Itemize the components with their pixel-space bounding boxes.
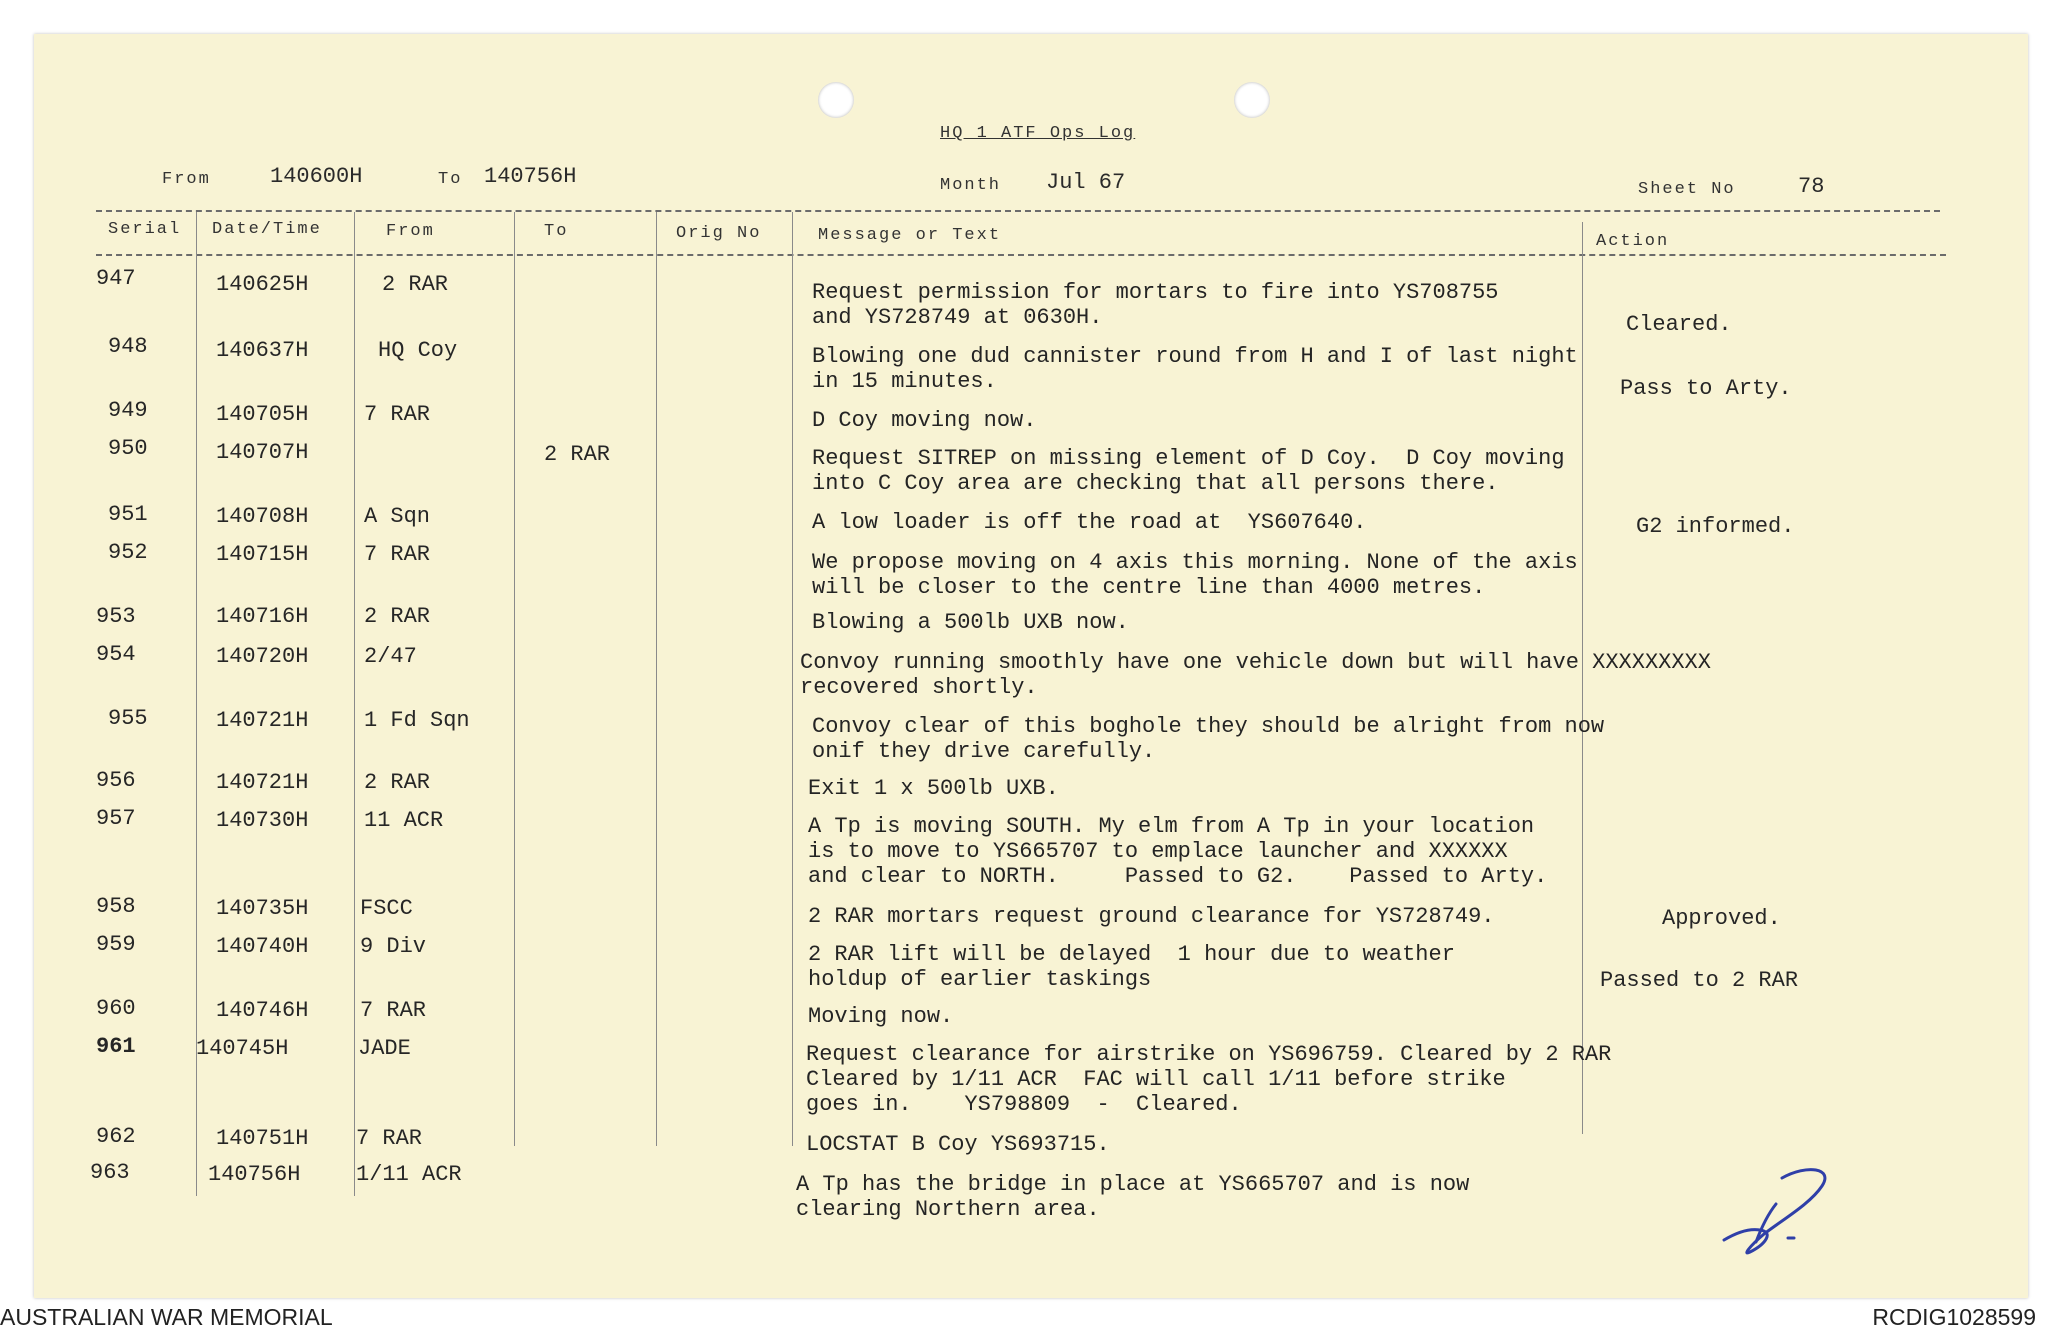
punch-hole <box>818 82 854 118</box>
col-rule <box>354 212 355 1196</box>
row-serial: 947 <box>96 266 136 291</box>
row-to: 2 RAR <box>544 442 611 467</box>
row-from: 9 Div <box>360 934 427 959</box>
row-message: A Tp has the bridge in place at YS665707 and is now clearing Northern area. <box>796 1172 1470 1222</box>
row-from: 2 RAR <box>364 770 431 795</box>
footer-id: RCDIG1028599 <box>1872 1304 2036 1330</box>
row-serial: 952 <box>108 540 148 565</box>
from-label: From <box>162 170 211 189</box>
row-from: 1 Fd Sqn <box>364 708 470 733</box>
month-value: Jul 67 <box>1046 170 1126 195</box>
row-serial: 963 <box>90 1160 130 1185</box>
log-title: HQ 1 ATF Ops Log <box>940 124 1136 143</box>
col-header-serial: Serial <box>108 220 182 239</box>
row-message: Convoy clear of this boghole they should be alright from now onif they drive carefully. <box>812 714 1605 764</box>
row-from: 7 RAR <box>364 542 431 567</box>
row-time: 140625H <box>216 272 309 297</box>
row-from: JADE <box>358 1036 411 1061</box>
row-serial: 957 <box>96 806 136 831</box>
row-from: 2 RAR <box>382 272 449 297</box>
header-rule-bottom <box>96 254 1946 256</box>
to-value: 140756H <box>484 164 577 189</box>
row-time: 140756H <box>208 1162 301 1187</box>
sheet-label: Sheet No <box>1638 180 1736 199</box>
col-header-action: Action <box>1596 232 1670 251</box>
row-from: 7 RAR <box>360 998 427 1023</box>
row-time: 140720H <box>216 644 309 669</box>
to-label: To <box>438 170 463 189</box>
col-rule <box>792 212 793 1146</box>
row-time: 140721H <box>216 708 309 733</box>
month-label: Month <box>940 176 1002 195</box>
col-header-orig-no: Orig No <box>676 224 762 243</box>
row-from: 7 RAR <box>356 1126 423 1151</box>
row-serial: 949 <box>108 398 148 423</box>
handwritten-initials <box>1712 1160 1852 1270</box>
row-time: 140721H <box>216 770 309 795</box>
row-time: 140716H <box>216 604 309 629</box>
row-serial: 960 <box>96 996 136 1021</box>
row-message: 2 RAR lift will be delayed 1 hour due to weather holdup of earlier taskings <box>808 942 1455 992</box>
row-time: 140740H <box>216 934 309 959</box>
row-message: LOCSTAT B Coy YS693715. <box>806 1132 1110 1157</box>
row-action: Approved. <box>1662 906 1781 931</box>
row-from: FSCC <box>360 896 413 921</box>
row-action: Cleared. <box>1626 312 1732 337</box>
row-action: Passed to 2 RAR <box>1600 968 1799 993</box>
row-message: Request SITREP on missing element of D Coy. D Coy moving into C Coy area are checking that all persons there. <box>812 446 1565 496</box>
col-rule <box>656 212 657 1146</box>
row-serial: 951 <box>108 502 148 527</box>
row-message: Exit 1 x 500lb UXB. <box>808 776 1059 801</box>
row-time: 140735H <box>216 896 309 921</box>
row-time: 140745H <box>196 1036 289 1061</box>
header-rule-top <box>96 210 1940 212</box>
row-serial: 955 <box>108 706 148 731</box>
row-message: Blowing one dud cannister round from H and I of last night in 15 minutes. <box>812 344 1578 394</box>
row-message: Blowing a 500lb UXB now. <box>812 610 1129 635</box>
row-time: 140708H <box>216 504 309 529</box>
row-message: A low loader is off the road at YS607640. <box>812 510 1367 535</box>
row-from: 2 RAR <box>364 604 431 629</box>
row-action: Pass to Arty. <box>1620 376 1792 401</box>
col-header-from: From <box>386 222 435 241</box>
row-message: Request clearance for airstrike on YS696759. Cleared by 2 RAR Cleared by 1/11 ACR FAC will call 1/11 before strike goes in. YS798809 - Cleared. <box>806 1042 1612 1117</box>
row-from: 11 ACR <box>364 808 444 833</box>
row-serial: 950 <box>108 436 148 461</box>
row-from: HQ Coy <box>378 338 458 363</box>
row-from: 1/11 ACR <box>356 1162 462 1187</box>
row-serial: 953 <box>96 604 136 629</box>
punch-hole <box>1234 82 1270 118</box>
footer-credit: AUSTRALIAN WAR MEMORIAL <box>0 1304 333 1330</box>
row-time: 140751H <box>216 1126 309 1151</box>
from-value: 140600H <box>270 164 363 189</box>
row-message: Convoy running smoothly have one vehicle down but will have XXXXXXXXX recovered shortly. <box>800 650 1711 700</box>
sheet-value: 78 <box>1798 174 1825 199</box>
col-header-message: Message or Text <box>818 226 1002 245</box>
row-from: A Sqn <box>364 504 431 529</box>
row-message: We propose moving on 4 axis this morning. None of the axis will be closer to the centre line than 4000 metres. <box>812 550 1578 600</box>
col-header-datetime: Date/Time <box>212 220 322 239</box>
row-from: 2/47 <box>364 644 417 669</box>
row-serial: 961 <box>96 1034 136 1059</box>
row-serial: 948 <box>108 334 148 359</box>
row-message: 2 RAR mortars request ground clearance for YS728749. <box>808 904 1495 929</box>
row-time: 140707H <box>216 440 309 465</box>
row-time: 140730H <box>216 808 309 833</box>
row-from: 7 RAR <box>364 402 431 427</box>
row-message: D Coy moving now. <box>812 408 1037 433</box>
row-serial: 954 <box>96 642 136 667</box>
row-serial: 956 <box>96 768 136 793</box>
col-rule <box>514 212 515 1146</box>
row-time: 140637H <box>216 338 309 363</box>
row-serial: 959 <box>96 932 136 957</box>
row-message: Moving now. <box>808 1004 954 1029</box>
row-action: G2 informed. <box>1636 514 1795 539</box>
row-message: Request permission for mortars to fire into YS708755 and YS728749 at 0630H. <box>812 280 1499 330</box>
row-serial: 962 <box>96 1124 136 1149</box>
col-header-to: To <box>544 222 569 241</box>
row-time: 140705H <box>216 402 309 427</box>
row-time: 140746H <box>216 998 309 1023</box>
row-time: 140715H <box>216 542 309 567</box>
row-message: A Tp is moving SOUTH. My elm from A Tp in your location is to move to YS665707 to emplace launcher and XXXXXX and clear to NORTH. Passed to G2. Passed to Arty. <box>808 814 1548 889</box>
row-serial: 958 <box>96 894 136 919</box>
